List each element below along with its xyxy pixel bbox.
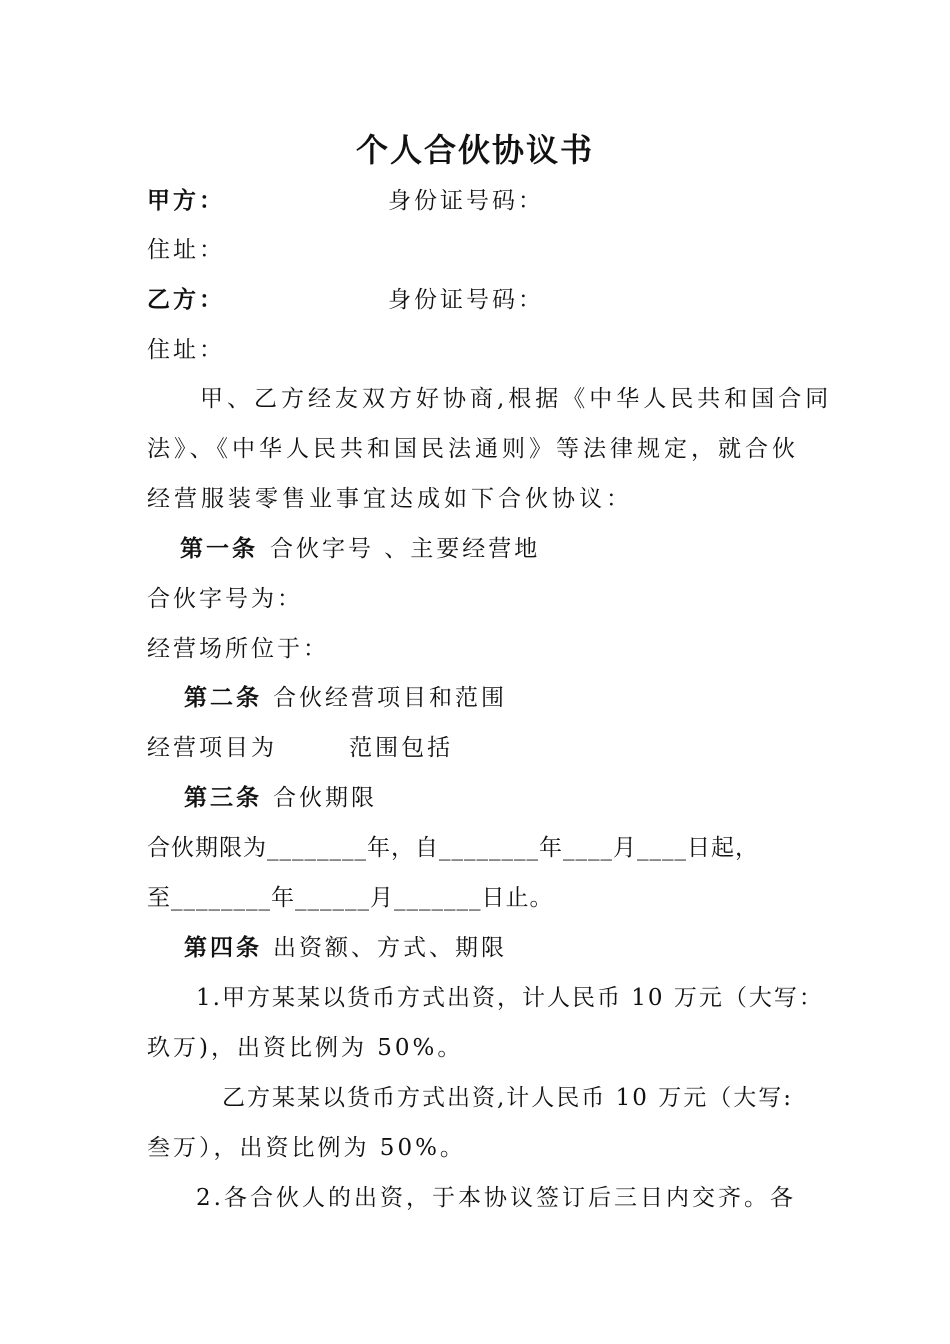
party-b-label: 乙方： bbox=[147, 286, 225, 313]
article-1-line-2: 经营场所位于： bbox=[147, 636, 329, 662]
preamble-line-1: 甲、乙方经友双方好协商,根据《中华人民共和国合同 bbox=[200, 386, 833, 412]
party-a-label: 甲方： bbox=[147, 187, 225, 214]
document-title: 个人合伙协议书 bbox=[355, 131, 594, 169]
article-4-item-1-line-2: 玖万)，出资比例为 50%。 bbox=[147, 1035, 464, 1061]
article-1-heading: 第一条 bbox=[180, 535, 258, 562]
article-4-item-1-line-1: 1.甲方某某以货币方式出资，计人民币 10 万元（大写： bbox=[196, 985, 824, 1011]
article-4-item-1b-line-2: 叁万），出资比例为 50%。 bbox=[147, 1135, 466, 1161]
party-a-id-label: 身份证号码： bbox=[388, 188, 544, 214]
preamble-line-2: 法》、《中华人民共和国民法通则》等法律规定，就合伙 bbox=[147, 436, 799, 462]
preamble-line-3: 经营服装零售业事宜达成如下合伙协议： bbox=[147, 486, 633, 512]
party-a-address-label: 住址： bbox=[147, 237, 225, 263]
party-b-address-label: 住址： bbox=[147, 337, 225, 363]
article-3-title: 合伙期限 bbox=[273, 785, 377, 811]
article-1-line-1: 合伙字号为： bbox=[147, 586, 303, 612]
article-2-line-1: 经营项目为 范围包括 bbox=[147, 735, 454, 761]
article-2-title: 合伙经营项目和范围 bbox=[273, 685, 507, 711]
article-4-item-1b-line-1: 乙方某某以货币方式出资,计人民币 10 万元（大写: bbox=[222, 1085, 793, 1111]
article-4-item-2-line-1: 2.各合伙人的出资，于本协议签订后三日内交齐。各 bbox=[196, 1185, 796, 1211]
article-4-title: 出资额、方式、期限 bbox=[273, 935, 507, 961]
article-3-heading: 第三条 bbox=[184, 784, 262, 811]
party-b-id-label: 身份证号码： bbox=[388, 287, 544, 313]
article-4-heading: 第四条 bbox=[184, 934, 262, 961]
article-2-heading: 第二条 bbox=[184, 684, 262, 711]
article-3-line-1: 合伙期限为________年，自________年____月____日起， bbox=[147, 835, 759, 861]
article-3-line-2: 至________年______月_______日止。 bbox=[147, 885, 554, 911]
article-1-title: 合伙字号 、主要经营地 bbox=[270, 536, 541, 562]
